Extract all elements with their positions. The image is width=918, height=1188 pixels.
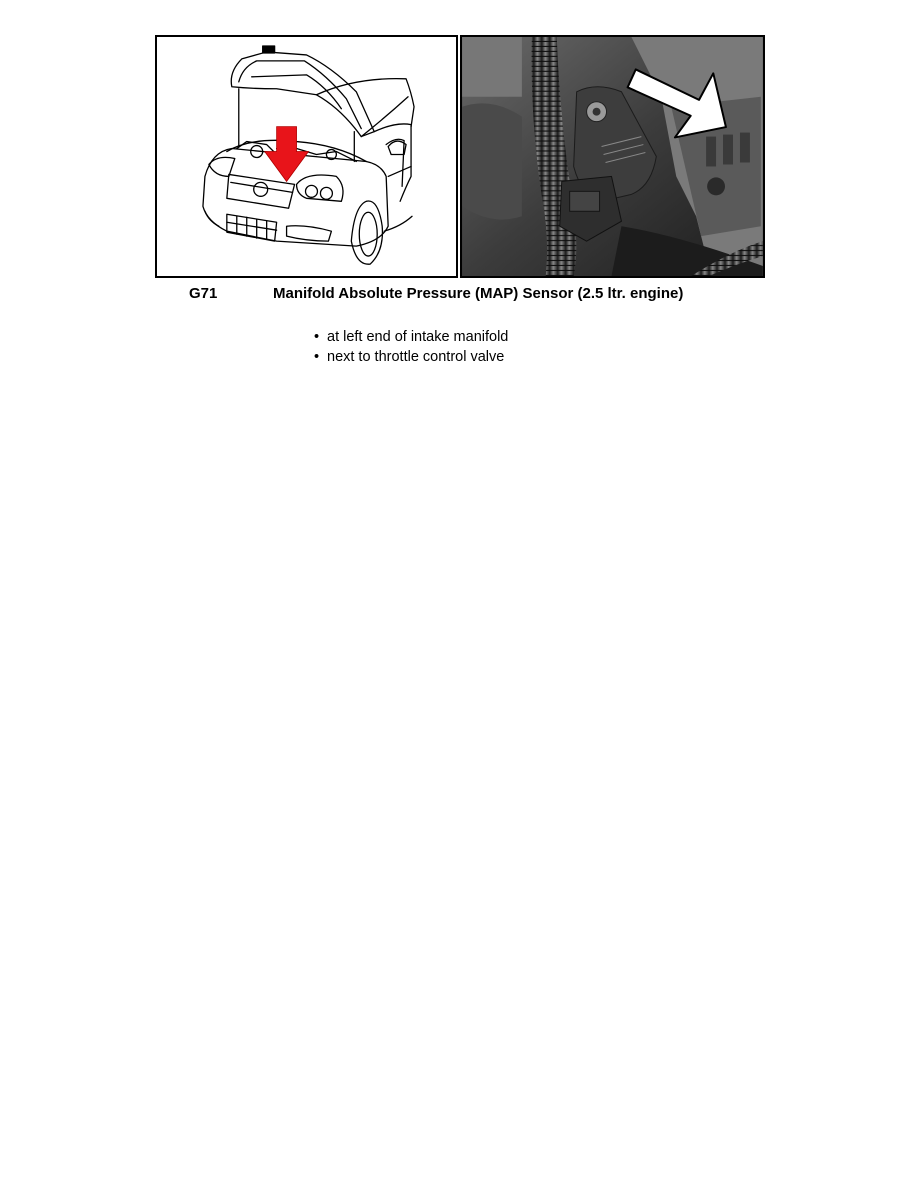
component-code: G71 (189, 285, 218, 302)
list-item (314, 347, 508, 367)
red-pointer-arrow (265, 127, 309, 182)
engine-bay-photo (462, 37, 763, 276)
car-line-drawing (157, 37, 456, 276)
vehicle-overview-illustration (155, 35, 458, 278)
location-list (314, 327, 508, 367)
location-text: at left end of intake manifold (327, 329, 509, 345)
component-title: Manifold Absolute Pressure (MAP) Sensor (2.5 ltr. engine) (273, 285, 684, 302)
sensor-location-photo (460, 35, 765, 278)
bullet-icon: • (314, 349, 320, 365)
location-text: next to throttle control valve (327, 349, 505, 365)
bullet-icon: • (314, 329, 320, 345)
list-item (314, 327, 508, 347)
